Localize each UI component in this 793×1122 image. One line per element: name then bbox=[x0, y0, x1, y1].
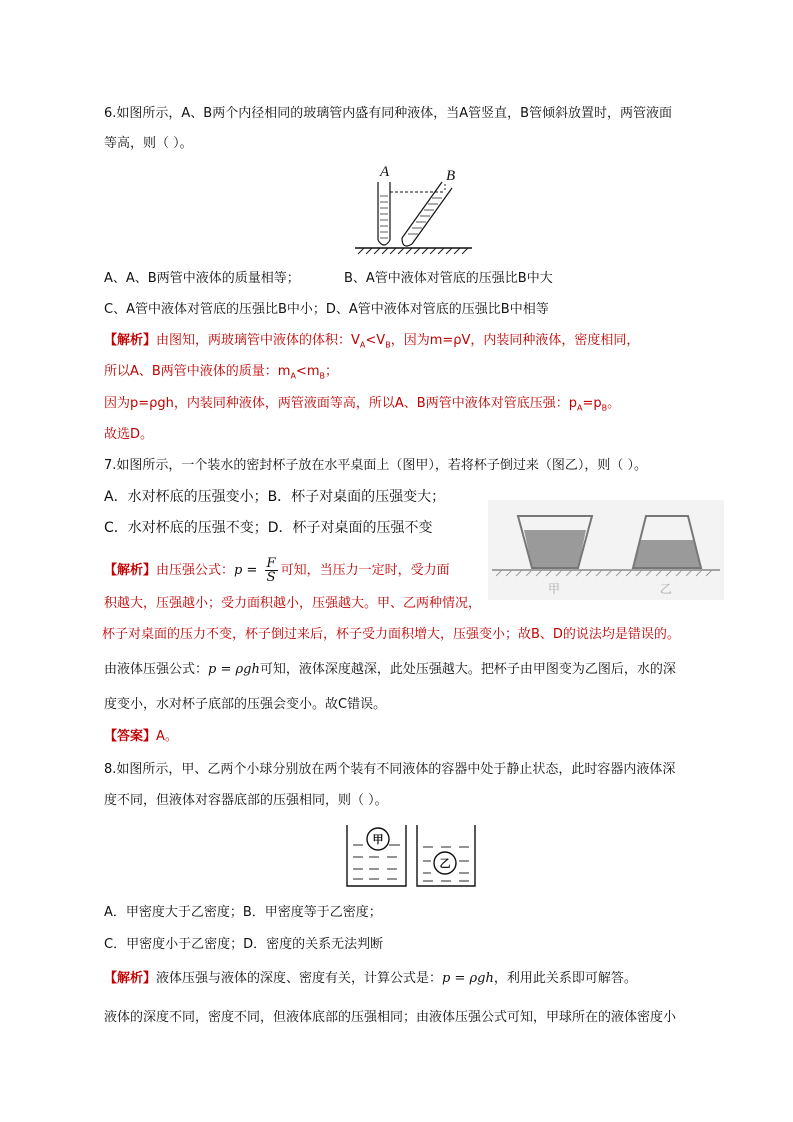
q7-stem: 7.如图所示，一个装水的密封杯子放在水平桌面上（图甲），若将杯子倒过来（图乙），则（ ）。 bbox=[104, 458, 648, 473]
q8-stem-line1: 8.如图所示，甲、乙两个小球分别放在两个装有不同液体的容器中处于静止状态，此时容器内液体深 bbox=[104, 762, 676, 777]
q6-analysis-line2 bbox=[104, 364, 338, 385]
q6-fig-label-a: A bbox=[380, 164, 390, 180]
q8-ball-label-jia: 甲 bbox=[372, 833, 384, 846]
q6-option-a: A、A、B两管中液体的质量相等； bbox=[104, 271, 300, 286]
q8-analysis-tag: 【解析】 bbox=[104, 971, 157, 986]
q6-stem-line1: 6.如图所示，A、B两个内径相同的玻璃管内盛有同种液体，当A管竖直，B管倾斜放置时，两管液面 bbox=[104, 106, 673, 121]
q8-formula: p = ρgh bbox=[442, 971, 494, 986]
tube-a bbox=[378, 182, 390, 245]
q7-analysis-tag: 【解析】 bbox=[104, 563, 157, 578]
q7-fig-label-jia: 甲 bbox=[548, 582, 561, 596]
q6-analysis1-c: ，因为m=ρV，内装同种液体，密度相同， bbox=[390, 333, 640, 348]
q6-analysis-tag: 【解析】 bbox=[104, 333, 157, 348]
q7-analysis4-a: 由液体压强公式： bbox=[104, 662, 209, 677]
q6-analysis3-a: 因为p=ρgh，内装同种液体，两管液面等高，所以A、B两管中液体对管底压强：p bbox=[104, 396, 577, 411]
q7-answer-tag: 【答案】 bbox=[104, 729, 157, 744]
q7-analysis-line2: 积越大，压强越小；受力面积越小，压强越大。甲、乙两种情况， bbox=[104, 596, 482, 611]
q7-formula-p: p bbox=[234, 563, 243, 578]
q7-answer-value: A。 bbox=[156, 729, 178, 744]
q8-containers-figure bbox=[345, 823, 477, 889]
q6-analysis3-sub2: B bbox=[601, 403, 608, 413]
q6-analysis2-a: 所以A、B两管中液体的质量：m bbox=[104, 364, 291, 379]
q7-analysis1-b: 可知，当压力一定时，受力面 bbox=[280, 563, 450, 578]
q8-option-ab: A．甲密度大于乙密度；B．甲密度等于乙密度； bbox=[104, 905, 382, 920]
q6-analysis1-a: 由图知，两玻璃管中液体的体积：V bbox=[156, 333, 360, 348]
q7-analysis-line4 bbox=[104, 662, 676, 678]
q6-analysis1-sub1: A bbox=[359, 340, 366, 350]
q7-formula-eq: = bbox=[242, 563, 262, 578]
q7-analysis-line5: 度变小，水对杯子底部的压强会变小。故C错误。 bbox=[104, 697, 387, 712]
container-jia bbox=[347, 825, 406, 886]
q6-analysis1-b: <V bbox=[365, 333, 386, 348]
ground-hatch bbox=[355, 248, 472, 254]
q7-analysis-line3: 杯子对桌面的压力不变，杯子倒过来后，杯子受力面积增大，压强变小；故B、D的说法均是错误的。 bbox=[102, 627, 680, 642]
container-yi bbox=[417, 825, 475, 886]
q6-analysis-line3 bbox=[104, 396, 620, 417]
q7-option-cd: C．水对杯底的压强不变；D．杯子对桌面的压强不变 bbox=[104, 520, 433, 536]
q8-analysis-line2: 液体的深度不同，密度不同，但液体底部的压强相同；由液体压强公式可知，甲球所在的液体密度小 bbox=[104, 1010, 677, 1025]
q7-formula-den: S bbox=[266, 570, 276, 585]
q6-stem-line2: 等高，则（ ）。 bbox=[104, 136, 193, 151]
q6-analysis2-c: ； bbox=[325, 364, 339, 379]
q7-formula2: p = ρgh bbox=[208, 662, 260, 677]
q6-analysis-line1 bbox=[104, 333, 639, 354]
q7-formula-fraction bbox=[265, 557, 278, 584]
q6-analysis2-b: <m bbox=[295, 364, 320, 379]
q7-analysis4-b: 可知，液体深度越深，此处压强越大。把杯子由甲图变为乙图后，水的深 bbox=[259, 662, 676, 677]
q8-analysis1-a: 液体压强与液体的深度、密度有关，计算公式是： bbox=[156, 971, 443, 986]
q6-tubes-figure bbox=[350, 160, 475, 256]
q7-analysis1-a: 由压强公式： bbox=[156, 563, 235, 578]
q6-analysis2-sub2: B bbox=[319, 371, 326, 381]
q7-answer bbox=[104, 729, 178, 745]
q6-analysis2-sub1: A bbox=[290, 371, 296, 381]
q8-analysis-line1 bbox=[104, 971, 637, 987]
q6-analysis3-c: 。 bbox=[607, 396, 621, 411]
q8-ball-label-yi: 乙 bbox=[439, 857, 451, 870]
q7-formula-num: F bbox=[266, 556, 276, 571]
q6-option-cd: C、A管中液体对管底的压强比B中小；D、A管中液体对管底的压强比B中相等 bbox=[104, 302, 549, 317]
q6-analysis1-sub2: B bbox=[385, 340, 391, 350]
q6-fig-label-b: B bbox=[446, 168, 456, 184]
q6-conclusion: 故选D。 bbox=[104, 427, 154, 442]
q7-option-ab: A．水对杯底的压强变小；B．杯子对桌面的压强变大； bbox=[104, 489, 446, 505]
q8-option-cd: C．甲密度小于乙密度；D．密度的关系无法判断 bbox=[104, 937, 384, 952]
q7-cups-figure bbox=[488, 500, 724, 600]
q6-option-b: B、A管中液体对管底的压强比B中大 bbox=[344, 271, 553, 286]
q7-fig-label-yi: 乙 bbox=[660, 582, 673, 596]
q7-analysis-line1 bbox=[104, 556, 450, 586]
q6-analysis3-b: =p bbox=[582, 396, 602, 411]
q6-analysis3-sub1: A bbox=[576, 403, 583, 413]
q8-analysis1-b: ，利用此关系即可解答。 bbox=[493, 971, 637, 986]
q8-stem-line2: 度不同，但液体对容器底部的压强相同，则（ ）。 bbox=[104, 793, 388, 808]
